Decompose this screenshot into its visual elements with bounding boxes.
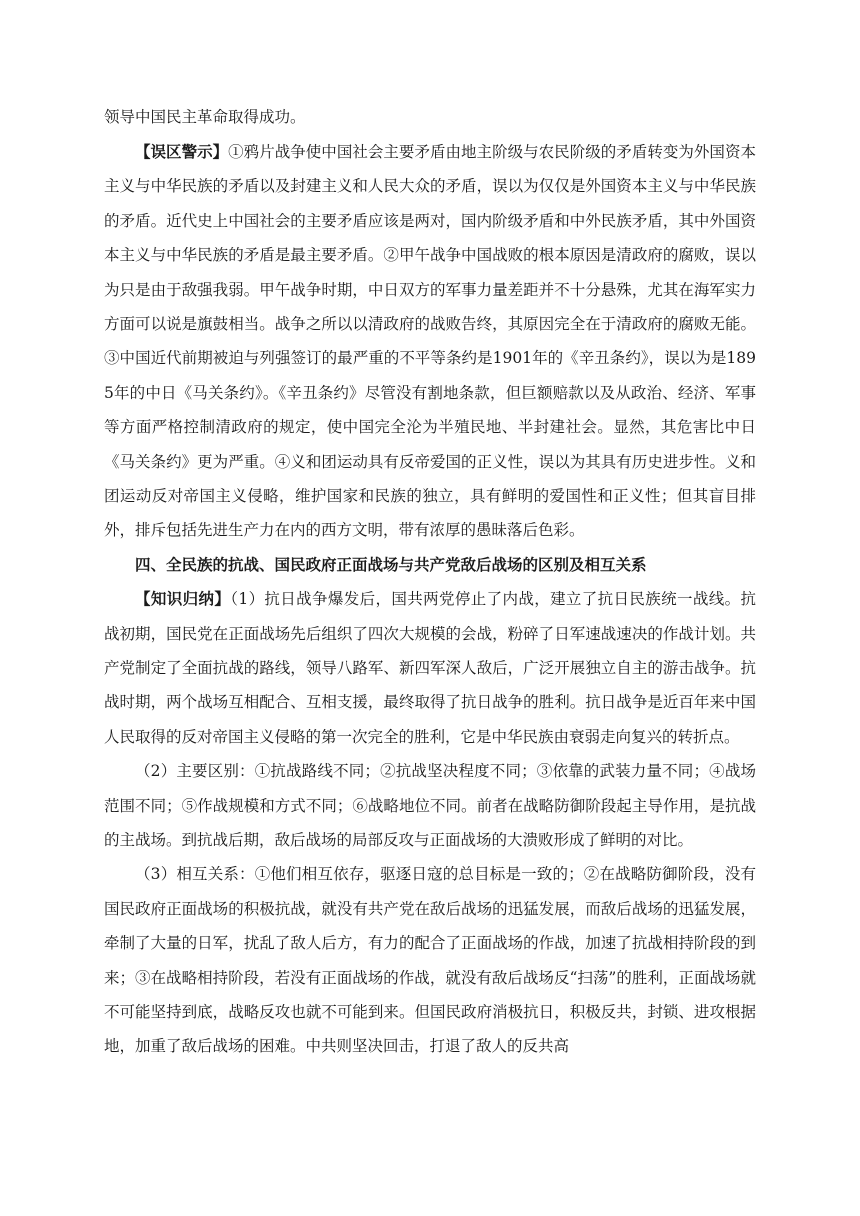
misconception-paragraph [104,135,756,548]
relations-paragraph [104,857,756,1063]
document-body [104,100,756,1064]
continuation-paragraph [104,100,756,134]
differences-paragraph [104,754,756,857]
knowledge-label: 【知识归纳】 [135,590,231,609]
section-heading [104,548,756,582]
differences-text: （2）主要区别：①抗战路线不同；②抗战坚决程度不同；③依靠的武装力量不同；④战场范围不同；⑤作战规模和方式不同；⑥战略地位不同。前者在战略防御阶段起主导作用，是抗战的主战场。到抗战后期，敌后战场的局部反攻与正面战场的大溃败形成了鲜明的对比。 [104,762,756,850]
knowledge-text: （1）抗日战争爆发后，国共两党停止了内战，建立了抗日民族统一战线。抗战初期，国民党在正面战场先后组织了四次大规模的会战，粉碎了日军速战速决的作战计划。共产党制定了全面抗战的路线，领导八路军、新四军深人敌后，广泛开展独立自主的游击战争。抗战时期，两个战场互相配合、互相支援，最终取得了抗日战争的胜利。抗日战争是近百年来中国人民取得的反对帝国主义侵略的第一次完全的胜利，它是中华民族由衰弱走向复兴的转折点。 [104,590,756,746]
relations-text: （3）相互关系：①他们相互依存，驱逐日寇的总目标是一致的；②在战略防御阶段，没有国民政府正面战场的积极抗战，就没有共产党在敌后战场的迅猛发展，而敌后战场的迅猛发展，牵制了大量的日军，扰乱了敌人后方，有力的配合了正面战场的作战，加速了抗战相持阶段的到来；③在战略相持阶段，若没有正面战场的作战，就没有敌后战场反“扫荡”的胜利，正面战场就不可能坚持到底，战略反攻也就不可能到来。但国民政府消极抗日，积极反共，封锁、进攻根据地，加重了敌后战场的困难。中共则坚决回击，打退了敌人的反共高 [104,865,756,1056]
section-heading-text: 四、全民族的抗战、国民政府正面战场与共产党敌后战场的区别及相互关系 [135,555,647,574]
misconception-text: ①鸦片战争使中国社会主要矛盾由地主阶级与农民阶级的矛盾转变为外国资本主义与中华民族的矛盾以及封建主义和人民大众的矛盾，误以为仅仅是外国资本主义与中华民族的矛盾。近代史上中国社会的主要矛盾应该是两对，国内阶级矛盾和中外民族矛盾，其中外国资本主义与中华民族的矛盾是最主要矛盾。②甲午战争中国战败的根本原因是清政府的腐败，误以为只是由于敌强我弱。甲午战争时期，中日双方的军事力量差距并不十分悬殊，尤其在海军实力方面可以说是旗鼓相当。战争之所以以清政府的战败告终，其原因完全在于清政府的腐败无能。③中国近代前期被迫与列强签订的最严重的不平等条约是1901年的《辛丑条约》，误以为是1895年的中日《马关条约》。《辛丑条约》尽管没有割地条款，但巨额赔款以及从政治、经济、军事等方面严格控制清政府的规定，使中国完全沦为半殖民地、半封建社会。显然，其危害比中日《马关条约》更为严重。④义和团运动具有反帝爱国的正义性，误以为其具有历史进步性。义和团运动反对帝国主义侵略，维护国家和民族的独立，具有鲜明的爱国性和正义性；但其盲目排外，排斥包括先进生产力在内的西方文明，带有浓厚的愚昧落后色彩。 [104,142,756,540]
misconception-label: 【误区警示】 [135,142,229,161]
continuation-text: 领导中国民主革命取得成功。 [104,108,306,126]
knowledge-paragraph [104,582,756,754]
